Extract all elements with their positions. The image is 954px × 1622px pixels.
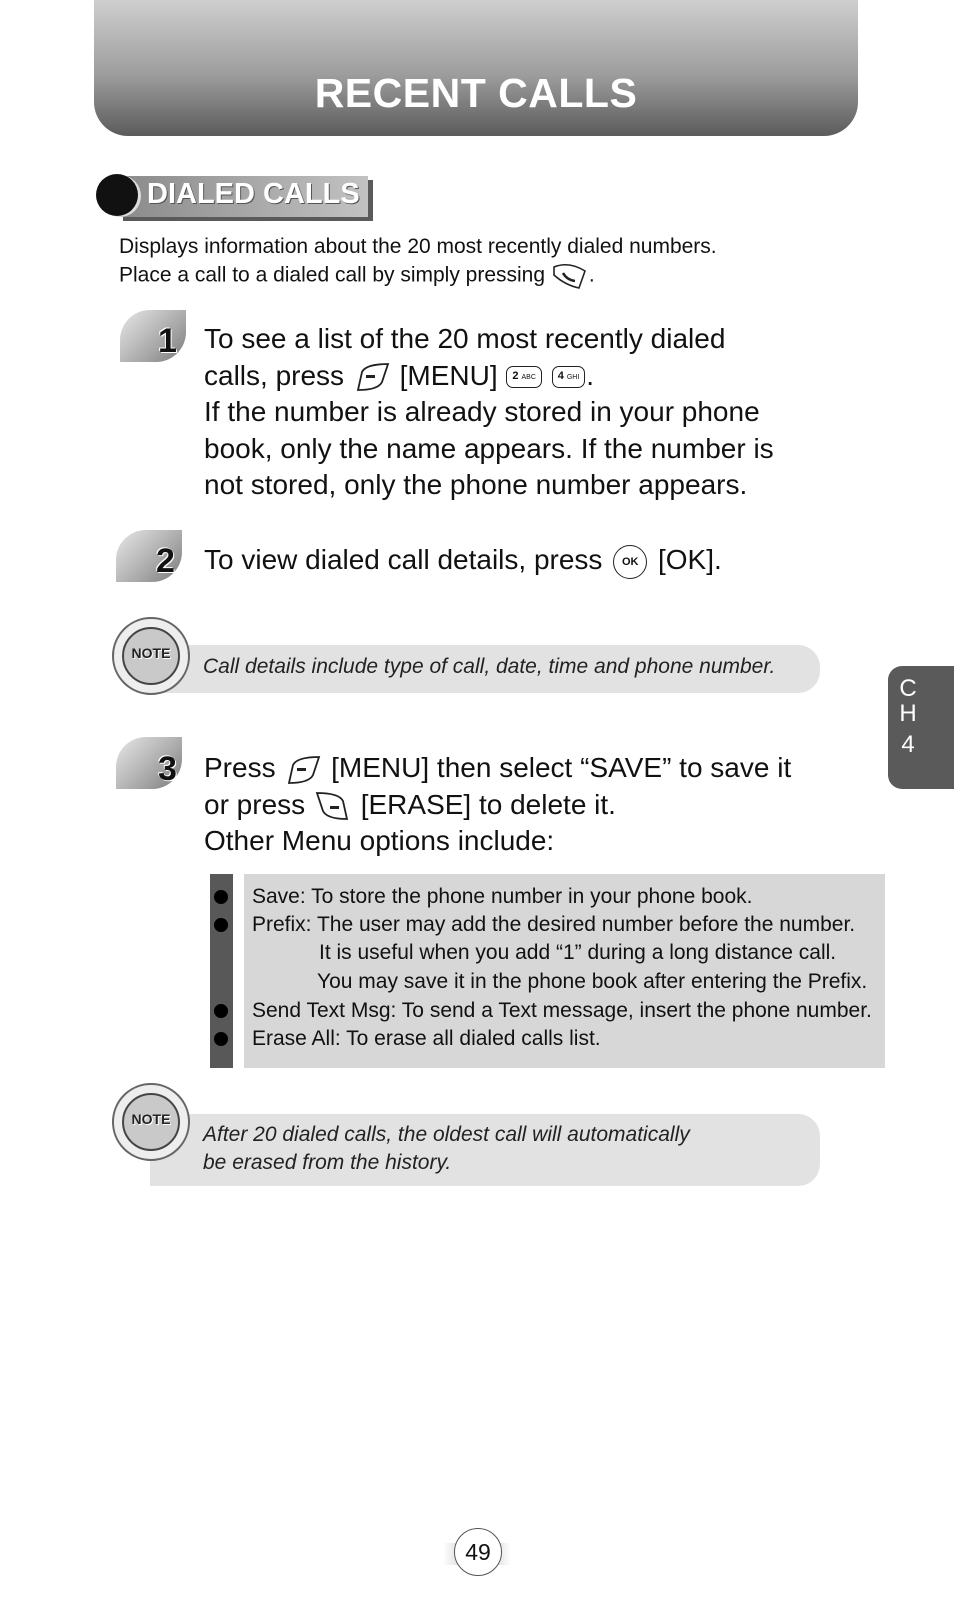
bullet-dot-icon xyxy=(214,918,228,932)
section-bullet-icon xyxy=(96,174,138,216)
option-save: Save: To store the phone number in your phone book. xyxy=(252,885,753,908)
chapter-tab-letter-c: C xyxy=(899,675,917,702)
option-prefix-detail-1: It is useful when you add “1” during a long distance call. xyxy=(319,941,837,964)
step-3-line-3: Other Menu options include: xyxy=(204,825,555,856)
option-send-text-msg: Send Text Msg: To send a Text message, insert the phone number. xyxy=(252,999,872,1022)
right-soft-key-icon xyxy=(313,791,353,821)
step-1-line-2-a: calls, press xyxy=(204,359,345,391)
send-key-icon xyxy=(551,261,589,291)
note-badge-icon xyxy=(112,617,190,695)
page-number: 49 xyxy=(454,1528,502,1576)
step-2-number: 2 xyxy=(156,542,175,580)
step-2-line-1-a: To view dialed call details, press xyxy=(204,544,603,575)
step-1-line-3: If the number is already stored in your phone xyxy=(204,396,760,427)
intro-text xyxy=(119,233,717,291)
intro-line-2-text: Place a call to a dialed call by simply pressing xyxy=(119,263,546,287)
option-prefix: Prefix: The user may add the desired number before the number. xyxy=(252,913,856,936)
bullet-dot-icon xyxy=(214,890,228,904)
bullet-dot-icon xyxy=(214,1032,228,1046)
step-3-line-1-a: Press xyxy=(204,752,276,783)
step-3-line-2-a: or press xyxy=(204,788,306,820)
intro-line-1: Displays information about the 20 most recently dialed numbers. xyxy=(119,235,717,258)
note-1-text: Call details include type of call, date, time and phone number. xyxy=(203,655,776,678)
step-1-number: 1 xyxy=(158,322,177,360)
step-3-line-1 xyxy=(204,750,791,787)
left-soft-key-icon xyxy=(352,362,392,392)
step-1-line-5: not stored, only the phone number appears. xyxy=(204,469,748,500)
key-4-icon xyxy=(552,366,586,388)
chapter-tab-number: 4 xyxy=(901,731,915,758)
section-title: DIALED CALLS xyxy=(147,178,360,210)
bullet-dot-icon xyxy=(214,1004,228,1018)
intro-line-2 xyxy=(119,261,717,291)
key-2-icon xyxy=(506,366,542,388)
left-soft-key-icon xyxy=(283,755,323,785)
step-1-line-2-end: . xyxy=(586,359,595,391)
key-4-letters: GHI xyxy=(566,374,580,382)
option-prefix-detail-2: You may save it in the phone book after entering the Prefix. xyxy=(317,970,868,993)
note-1-label: NOTE xyxy=(131,645,171,661)
step-1-menu-label: [MENU] xyxy=(399,359,498,391)
step-2-line-1-b: [OK]. xyxy=(657,544,722,575)
step-3-line-2 xyxy=(204,787,791,824)
note-2-label: NOTE xyxy=(131,1111,171,1127)
note-2-line-1: After 20 dialed calls, the oldest call will automatically xyxy=(203,1123,690,1146)
step-3-text xyxy=(204,750,791,860)
key-4-digit: 4 xyxy=(557,370,564,383)
step-1-line-1: To see a list of the 20 most recently dialed xyxy=(204,323,726,354)
step-1-text xyxy=(204,321,774,504)
ok-key-icon: OK xyxy=(613,545,647,579)
chapter-tab-label xyxy=(896,676,920,757)
step-3-line-2-b: [ERASE] to delete it. xyxy=(360,788,616,820)
note-2-text xyxy=(203,1121,690,1177)
intro-line-2-end: . xyxy=(588,263,595,287)
key-2-digit: 2 xyxy=(512,370,519,383)
step-1-line-2 xyxy=(204,358,774,395)
step-3-number: 3 xyxy=(158,750,177,788)
option-erase-all: Erase All: To erase all dialed calls list. xyxy=(252,1027,601,1050)
step-3-line-1-b: [MENU] then select “SAVE” to save it xyxy=(331,752,792,783)
page-title: RECENT CALLS xyxy=(314,70,638,116)
chapter-tab-letter-h: H xyxy=(899,700,917,727)
step-2-text xyxy=(204,542,722,579)
note-2-line-2: be erased from the history. xyxy=(203,1151,452,1174)
key-2-letters: ABC xyxy=(521,374,536,382)
note-badge-icon xyxy=(112,1083,190,1161)
step-1-line-4: book, only the name appears. If the number is xyxy=(204,432,774,464)
